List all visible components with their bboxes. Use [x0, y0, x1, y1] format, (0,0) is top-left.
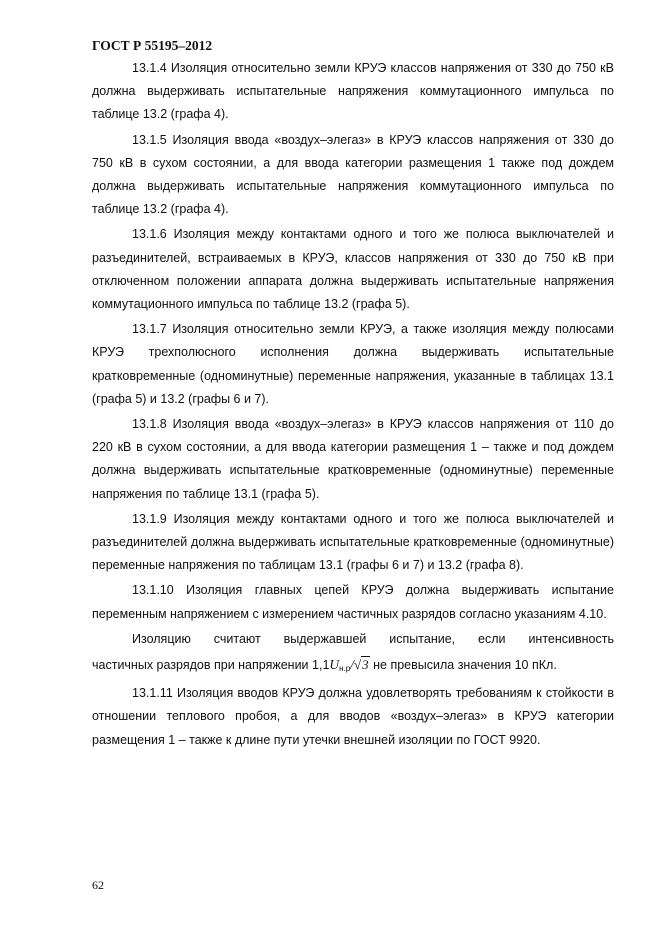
radical-sign: √	[354, 657, 362, 673]
radicand: 3	[362, 657, 369, 673]
square-root	[354, 653, 370, 676]
paragraph-13-1-4: 13.1.4 Изоляция относительно земли КРУЭ классов напряжения от 330 до 750 кВ должна выдерживать испытательные напряжения коммутационного импульса по таблице 13.2 (графа 4).	[92, 61, 614, 122]
partial-discharge-line2	[92, 653, 614, 680]
voltage-formula	[329, 657, 369, 672]
paragraph-13-1-11: 13.1.11 Изоляция вводов КРУЭ должна удовлетворять требованиям к стойкости в отношении теплового пробоя, а для вводов «воздух–элегаз» в КРУЭ категории размещения 1 – также к длине пути утечки внешней изоляции по ГОСТ 9920.	[92, 686, 614, 747]
voltage-subscript: н.р	[339, 664, 351, 674]
paragraph-13-1-5: 13.1.5 Изоляция ввода «воздух–элегаз» в КРУЭ классов напряжения от 330 до 750 кВ в сухом состоянии, а для ввода категории размещения 1 также под дождем должна выдерживать испытательные напряжения коммутационного импульса по таблице 13.2 (графа 4).	[92, 132, 614, 217]
partial-discharge-line1: Изоляцию считают выдержавшей испытание, если интенсивность	[132, 631, 614, 646]
pd-text-before: частичных разрядов при напряжении 1,1	[92, 658, 330, 673]
pd-text-after: не превысила значения 10 пКл.	[369, 658, 557, 673]
paragraph-13-1-9: 13.1.9 Изоляция между контактами одного и того же полюса выключателей и разъединителей должна выдерживать испытательные кратковременные (одноминутные) переменные напряжения по таблицам 13.1 (графы 6 и 7) и 13.2 (графа 8).	[92, 511, 614, 573]
paragraph-13-1-10: 13.1.10 Изоляция главных цепей КРУЭ должна выдерживать испытание переменным напряжением с измерением частичных разрядов согласно указаниям 4.10.	[92, 583, 614, 621]
document-body	[92, 57, 614, 754]
formula-slash: /	[350, 657, 354, 673]
paragraph-13-1-6: 13.1.6 Изоляция между контактами одного и того же полюса выключателей и разъединителей, встраиваемых в КРУЭ, классов напряжения от 330 до 750 кВ при отключенном положении аппарата должна выдерживать испытательные напряжения коммутационного импульса по таблице 13.2 (графа 5).	[92, 227, 614, 312]
voltage-symbol: U	[329, 657, 340, 673]
document-header: ГОСТ Р 55195–2012	[92, 38, 213, 53]
paragraph-13-1-7: 13.1.7 Изоляция относительно земли КРУЭ, а также изоляция между полюсами КРУЭ трехполюсного исполнения должна выдерживать испытательные кратковременные (одноминутные) переменные напряжения, указанные в таблицах 13.1 (графа 5) и 13.2 (графы 6 и 7).	[92, 322, 614, 406]
paragraph-13-1-8: 13.1.8 Изоляция ввода «воздух–элегаз» в КРУЭ классов напряжения от 110 до 220 кВ в сухом состоянии, а для ввода категории размещения 1 – также и под дождем должна выдерживать испытательные кратковременные (одноминутные) переменные напряжения по таблице 13.1 (графа 5).	[92, 417, 614, 501]
page-number: 62	[92, 878, 104, 892]
